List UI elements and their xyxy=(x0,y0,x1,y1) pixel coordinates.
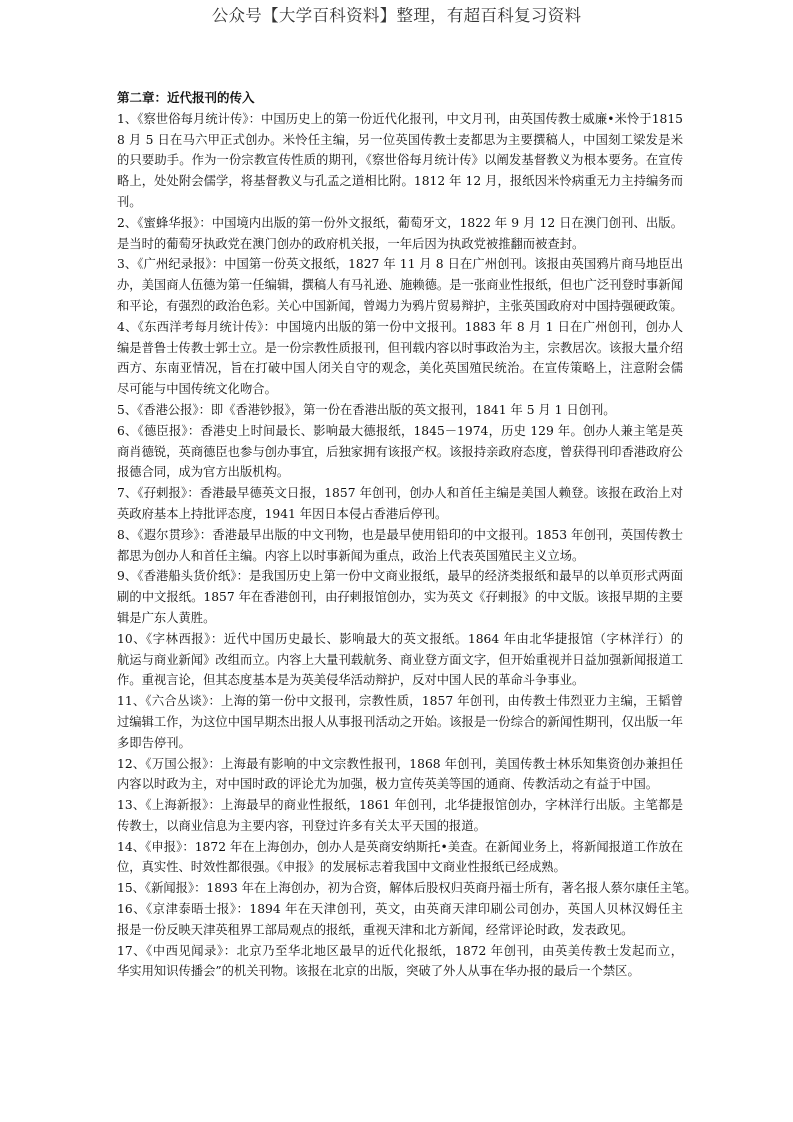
paragraph-line: 9、《香港船头货价纸》：是我国历史上第一份中文商业报纸，最早的经济类报纸和最早的以单页形式两面 xyxy=(117,569,683,584)
paragraph-item xyxy=(117,421,683,483)
paragraph-item xyxy=(117,899,683,941)
paragraph-line: 过编辑工作，为这位中国早期杰出报人从事报刊活动之开始。该报是一份综合的新闻性期刊，仅出版一年 xyxy=(117,714,683,729)
page-header-banner: 公众号【大学百科资料】整理，有超百科复习资料 xyxy=(211,6,582,25)
paragraph-line: 多即告停刊。 xyxy=(117,735,191,750)
paragraph-line: 内容以时政为主，对中国时政的评论尤为加强，极力宣传英美等国的通商、传教活动之有益于中国。 xyxy=(117,777,659,792)
paragraph-item xyxy=(117,109,683,213)
paragraph-item xyxy=(117,317,683,400)
paragraph-item xyxy=(117,483,683,525)
paragraph-line: 的只要助手。作为一份宗教宣传性质的期刊，《察世俗每月统计传》以阐发基督教义为根本要务。在宣传 xyxy=(117,153,683,168)
paragraph-line: 14、《申报》：1872 年在上海创办，创办人是英商安纳斯托•美查。在新闻业务上，将新闻报道工作放在 xyxy=(117,839,683,854)
paragraph-line: 尽可能与中国传统文化吻合。 xyxy=(117,382,277,397)
paragraph-line: 12、《万国公报》：上海最有影响的中文宗教性报刊，1868 年创刊，美国传教士林乐知集资创办兼担任 xyxy=(117,756,683,771)
paragraph-item xyxy=(117,254,683,316)
paragraph-line: 16、《京津泰晤士报》：1894 年在天津创刊，英文，由英商天津印刷公司创办，英国人贝林汉姆任主 xyxy=(117,902,683,917)
paragraph-item xyxy=(117,941,683,983)
paragraph-line: 辑是广东人黄胜。 xyxy=(117,610,216,625)
paragraph-line: 2、《蜜蜂华报》：中国境内出版的第一份外文报纸，葡萄牙文，1822 年 9 月 12 日在澳门创刊、出版。 xyxy=(117,215,683,230)
paragraph-item xyxy=(117,400,683,421)
paragraph-item xyxy=(117,795,683,837)
paragraph-item xyxy=(117,691,683,753)
document-body xyxy=(117,88,697,982)
paragraph-line: 7、《孖剌报》：香港最早德英文日报，1857 年创刊，创办人和首任主编是美国人赖登。该报在政治上对 xyxy=(117,486,683,501)
paragraph-line: 3、《广州纪录报》：中国第一份英文报纸，1827 年 11 月 8 日在广州创刊。该报由英国鸦片商马地臣出 xyxy=(117,257,683,272)
paragraph-line: 8、《遐尔贯珍》：香港最早出版的中文刊物，也是最早使用铅印的中文报刊。1853 年创刊，英国传教士 xyxy=(117,527,683,542)
paragraph-line: 刊。 xyxy=(117,194,142,209)
paragraph-item xyxy=(117,878,697,899)
paragraph-item xyxy=(117,837,683,879)
paragraph-line: 商肖德锐，英商德臣也参与创办事宜，后独家拥有该报产权。该报持亲政府态度，曾获得刊印香港政府公 xyxy=(117,444,683,459)
paragraph-line: 15、《新闻报》：1893 年在上海创办，初为合资，解体后股权归英商丹福士所有，著名报人蔡尔康任主笔。 xyxy=(117,881,697,896)
paragraph-line: 13、《上海新报》：上海最早的商业性报纸，1861 年创刊，北华捷报馆创办，字林洋行出版。主笔都是 xyxy=(117,798,683,813)
paragraph-item xyxy=(117,629,683,691)
paragraph-line: 略上，处处附会儒学，将基督教义与孔孟之道相比附。1812 年 12 月，报纸因米怜病重无力主持编务而 xyxy=(117,174,683,189)
paragraph-line: 1、《察世俗每月统计传》：中国历史上的第一份近代化报刊，中文月刊，由英国传教士威廉•米怜于1815 xyxy=(117,111,683,126)
paragraph-item xyxy=(117,754,683,796)
paragraph-line: 11、《六合丛谈》：上海的第一份中文报刊，宗教性质，1857 年创刊，由传教士伟烈亚力主编，王韬曾 xyxy=(117,694,683,709)
paragraph-line: 西方、东南亚情况，旨在打破中国人闭关自守的观念，美化英国殖民统治。在宣传策略上，注意附会儒 xyxy=(117,361,683,376)
paragraph-line: 4、《东西洋考每月统计传》：中国境内出版的第一份中文报刊。1883 年 8 月 1 日在广州创刊，创办人 xyxy=(117,319,683,334)
paragraph-line: 传教士，以商业信息为主要内容，刊登过许多有关太平天国的报道。 xyxy=(117,818,486,833)
paragraph-line: 作。重视言论，但其态度基本是为英美侵华活动辩护，反对中国人民的革命斗争事业。 xyxy=(117,673,585,688)
paragraph-line: 10、《字林西报》：近代中国历史最长、影响最大的英文报纸。1864 年由北华捷报馆（字林洋行）的 xyxy=(117,631,683,646)
paragraph-line: 办，美国商人伍德为第一任编辑，撰稿人有马礼逊、施赖德。是一张商业性报纸，但也广泛刊登时事新闻 xyxy=(117,278,683,293)
paragraph-line: 都思为创办人和首任主编。内容上以时事新闻为重点，政治上代表英国殖民主义立场。 xyxy=(117,548,585,563)
paragraph-line: 编是普鲁士传教士郭士立。是一份宗教性质报刊，但刊载内容以时事政治为主，宗教居次。该报大量介绍 xyxy=(117,340,683,355)
paragraph-line: 报是一份反映天津英租界工部局观点的报纸，重视天津和北方新闻，经常评论时政，发表政见。 xyxy=(117,922,634,937)
paragraph-line: 刷的中文报纸。1857 年在香港创刊，由孖剌报馆创办，实为英文《孖剌报》的中文版。该报早期的主要 xyxy=(117,590,683,605)
paragraph-line: 位，真实性、时效性都很强。《申报》的发展标志着我国中文商业性报纸已经成熟。 xyxy=(117,860,566,875)
paragraph-line: 华实用知识传播会”的机关刊物。该报在北京的出版，突破了外人从事在华办报的最后一个禁区。 xyxy=(117,964,640,979)
paragraph-line: 报德合同，成为官方出版机构。 xyxy=(117,465,290,480)
paragraph-line: 是当时的葡萄牙执政党在澳门创办的政府机关报，一年后因为执政党被推翻而被查封。 xyxy=(117,236,585,251)
chapter-heading: 第二章：近代报刊的传入 xyxy=(117,90,255,105)
paragraph-line: 6、《德臣报》：香港史上时间最长、影响最大德报纸，1845－1974，历史 129 年。创办人兼主笔是英 xyxy=(117,423,683,438)
paragraph-line: 和平论，有强烈的政治色彩。关心中国新闻，曾竭力为鸦片贸易辩护，主张英国政府对中国持强硬政策。 xyxy=(117,298,683,313)
paragraph-line: 17、《中西见闻录》：北京乃至华北地区最早的近代化报纸，1872 年创刊，由英美传教士发起而立， xyxy=(117,943,683,958)
paragraph-line: 5、《香港公报》：即《香港钞报》，第一份在香港出版的英文报刊，1841 年 5 月 1 日创刊。 xyxy=(117,402,616,417)
paragraph-item xyxy=(117,525,683,567)
paragraph-item xyxy=(117,213,683,255)
paragraph-line: 航运与商业新闻》改组而立。内容上大量刊载航务、商业登方面文字，但开始重视并日益加强新闻报道工 xyxy=(117,652,683,667)
paragraph-line: 英政府基本上持批评态度，1941 年因日本侵占香港后停刊。 xyxy=(117,506,448,521)
paragraph-line: 8 月 5 日在马六甲正式创办。米怜任主编，另一位英国传教士麦都思为主要撰稿人，中国刻工梁发是米 xyxy=(117,132,683,147)
paragraph-item xyxy=(117,566,683,628)
paragraph-list xyxy=(117,109,697,982)
